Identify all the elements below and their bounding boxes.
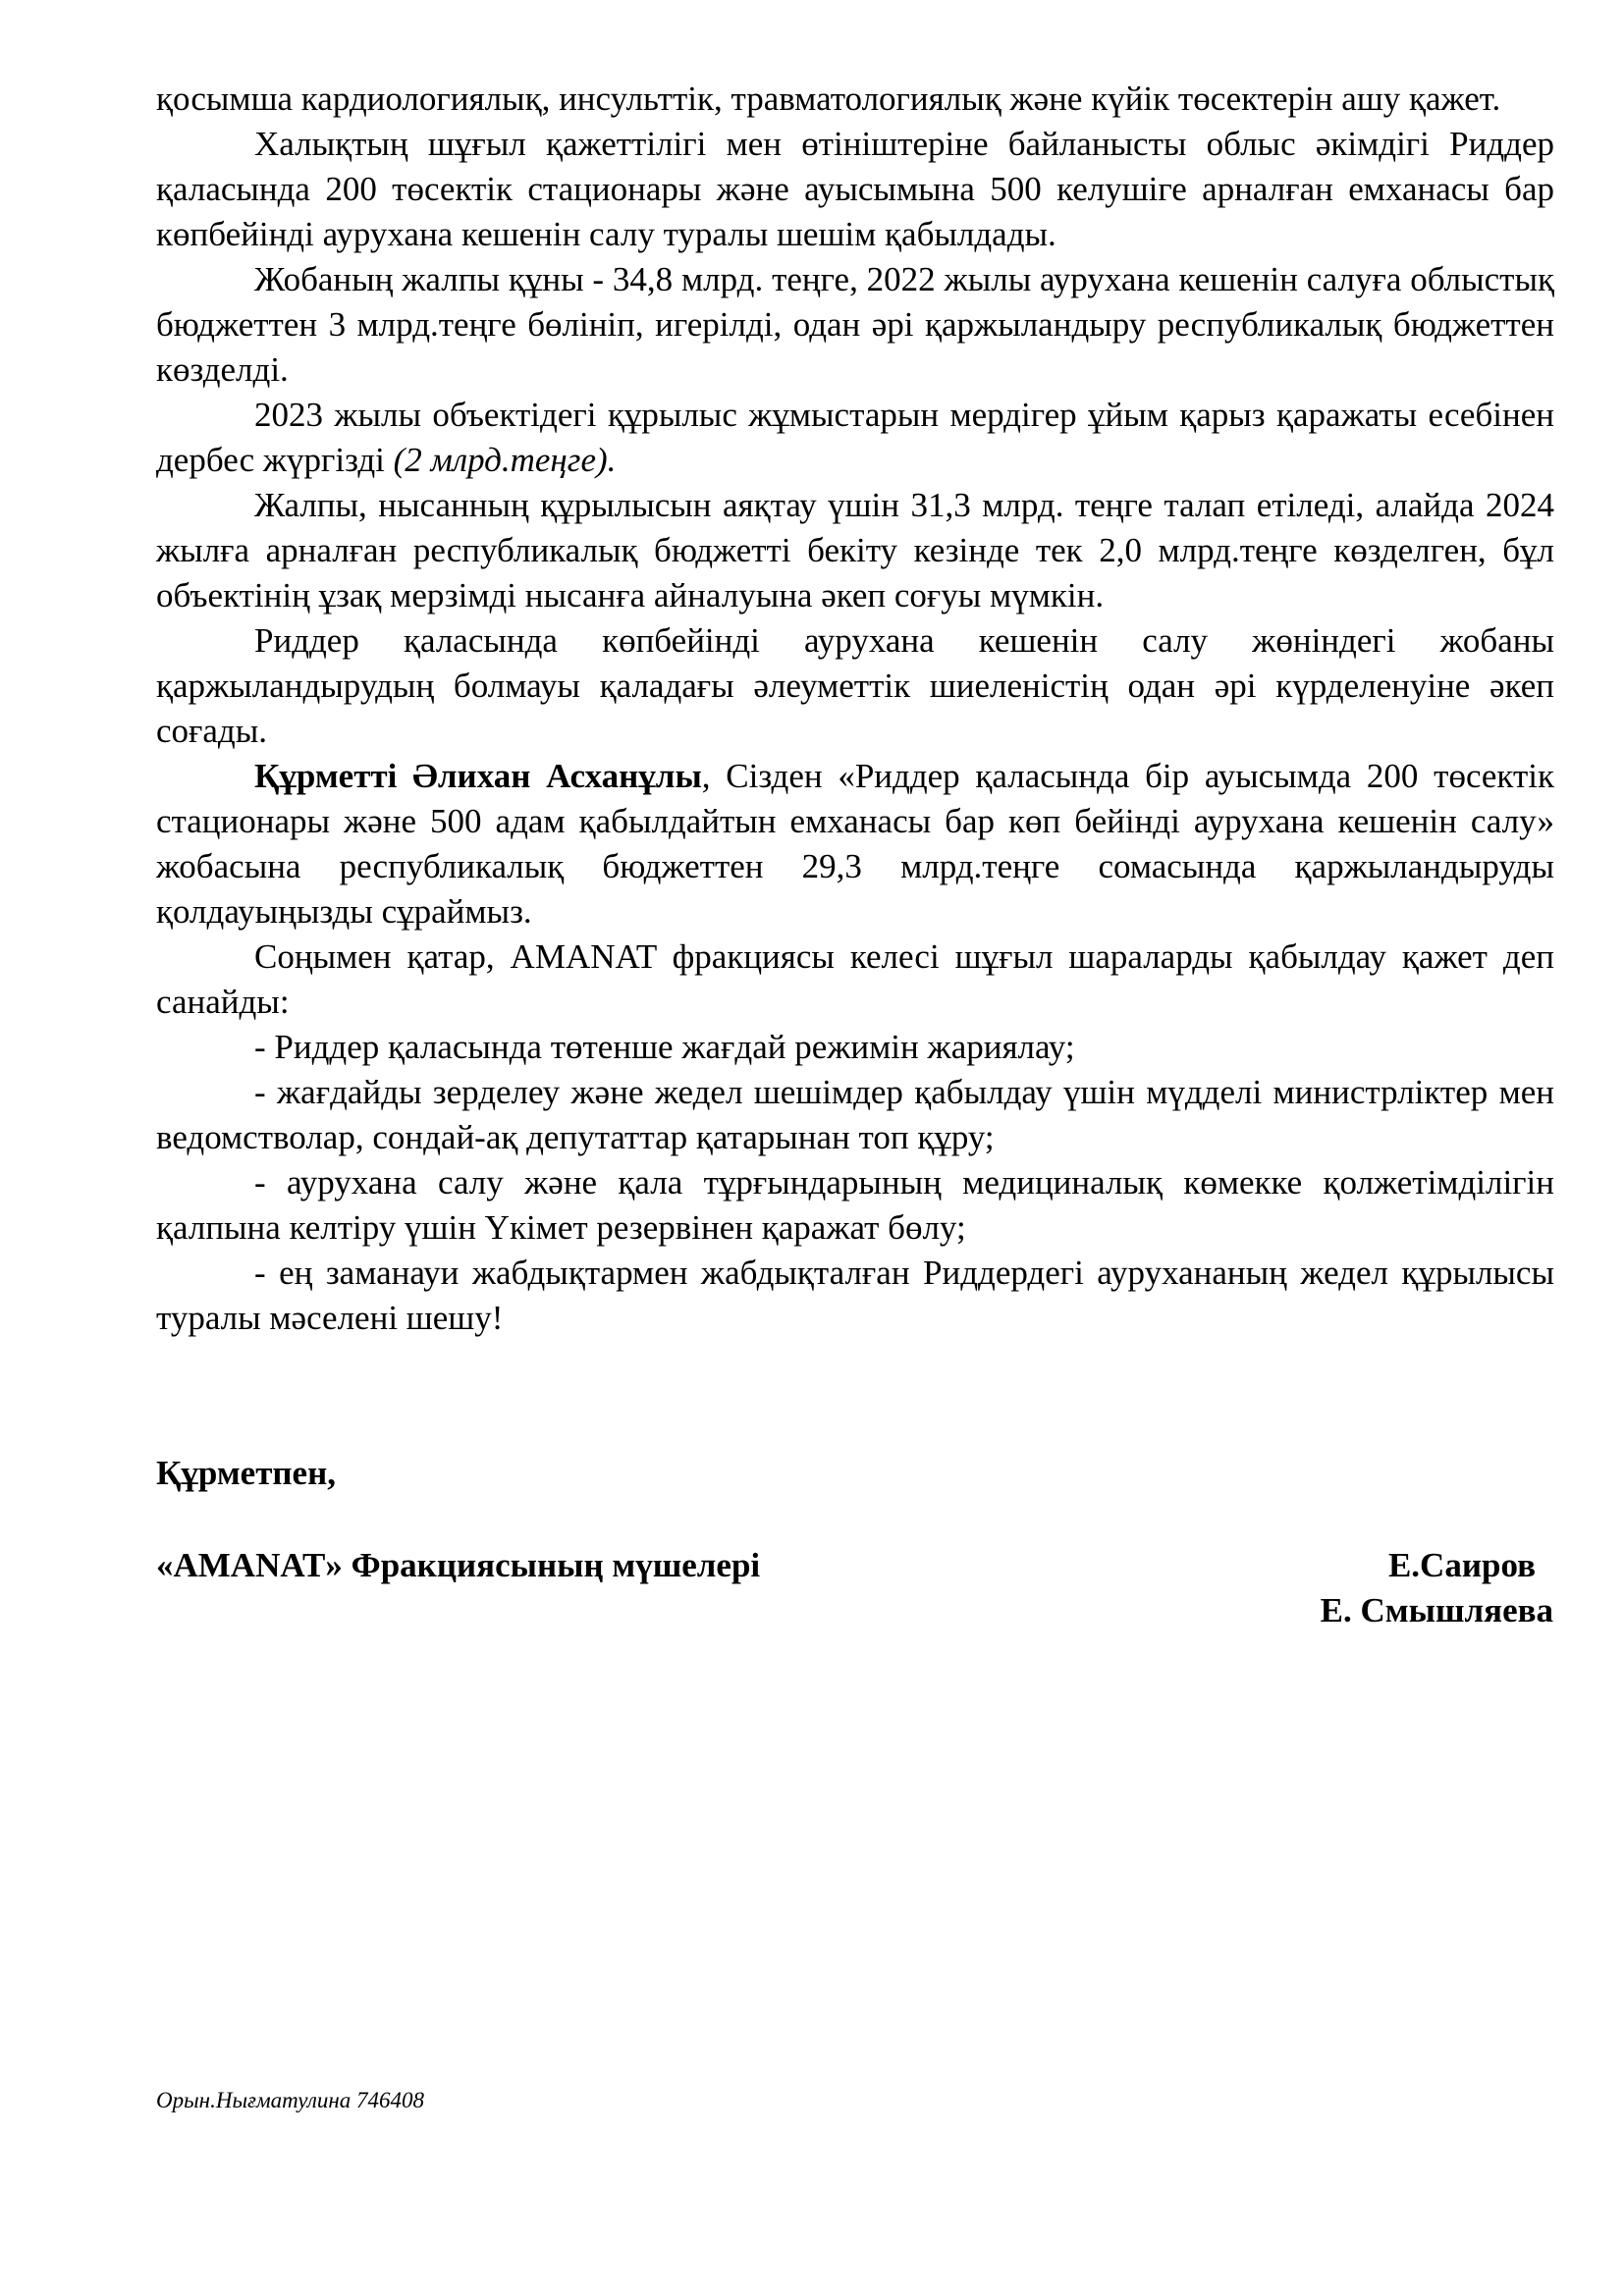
paragraph-p6 bbox=[156, 754, 1554, 934]
paragraph-p3 bbox=[156, 393, 1554, 483]
executor-note: Орын.Нығматулина 746408 bbox=[156, 2088, 425, 2112]
paragraph-p1 bbox=[156, 122, 1554, 257]
addressee-name: Құрметті Әлихан Асханұлы bbox=[254, 757, 702, 795]
list-item-p8 bbox=[156, 1025, 1554, 1070]
paragraph-text: 2023 жылы объектідегі құрылыс жұмыстарын мердігер ұйым қарыз қаражаты есебінен дербес жүргізді bbox=[156, 396, 1554, 479]
paragraph-text: , Сізден «Риддер қаласында бір ауысымда 200 төсектік стационары және 500 адам қабылдайтын емханасы бар көп бейінді аурухана кешенін салу» жобасына республикалық бюджеттен 29,3 млрд.теңге сомасында қаржыландыруды қолдауыңызды сұраймыз. bbox=[156, 757, 1555, 931]
signer-name: Е. Смышляева bbox=[1320, 1591, 1553, 1629]
paragraph-text: қосымша кардиологиялық, инсульттік, травматологиялық және күйік төсектерін ашу қажет. bbox=[156, 80, 1501, 118]
paragraph-p4 bbox=[156, 483, 1554, 618]
fraction-members-label: «AMANAT» Фракциясының мүшелері bbox=[156, 1546, 761, 1584]
paragraph-text: Жалпы, нысанның құрылысын аяқтау үшін 31,3 млрд. теңге талап етіледі, алайда 2024 жылға арналған республикалық бюджетті бекіту кезінде тек 2,0 млрд.теңге көзделген, бұл объектінің ұзақ мерзімді нысанға айналуына әкеп соғуы мүмкін. bbox=[156, 486, 1554, 614]
list-item-p9 bbox=[156, 1070, 1554, 1160]
paragraph-p0 bbox=[156, 77, 1554, 122]
list-item-text: - аурухана салу және қала тұрғындарының медициналық көмекке қолжетімділігін қалпына келтіру үшін Үкімет резервінен қаражат бөлу; bbox=[156, 1163, 1554, 1247]
letter-body bbox=[156, 77, 1554, 1341]
paragraph-italic-text: (2 млрд.теңге). bbox=[393, 441, 617, 479]
closing-salutation: Құрметпен, bbox=[156, 1454, 336, 1492]
paragraph-text: Халықтың шұғыл қажеттілігі мен өтініштеріне байланысты облыс әкімдігі Риддер қаласында 200 төсектік стационары және ауысымына 500 келушіге арналған емханасы бар көпбейінді аурухана кешенін салу туралы шешім қабылдады. bbox=[156, 125, 1554, 253]
list-item-p11 bbox=[156, 1251, 1554, 1341]
signer-name: Е.Саиров bbox=[1387, 1546, 1536, 1584]
paragraph-p5 bbox=[156, 618, 1554, 754]
list-item-text: - ең заманауи жабдықтармен жабдықталған Риддердегі аурухананың жедел құрылысы туралы мәселені шешу! bbox=[156, 1254, 1554, 1337]
paragraph-text: Соңымен қатар, AMANAT фракциясы келесі шұғыл шараларды қабылдау қажет деп санайды: bbox=[156, 937, 1554, 1021]
signers-block bbox=[1320, 1543, 1553, 1633]
list-item-p10 bbox=[156, 1160, 1554, 1251]
paragraph-p2 bbox=[156, 257, 1554, 393]
paragraph-p7 bbox=[156, 934, 1554, 1025]
list-item-text: - жағдайды зерделеу және жедел шешімдер қабылдау үшін мүдделі министрліктер мен ведомстволар, сондай-ақ депутаттар қатарынан топ құру; bbox=[156, 1073, 1554, 1156]
paragraph-text: Жобаның жалпы құны - 34,8 млрд. теңге, 2022 жылы аурухана кешенін салуға облыстық бюджеттен 3 млрд.теңге бөлініп, игерілді, одан әрі қаржыландыру республикалық бюджеттен көзделді. bbox=[156, 260, 1554, 389]
list-item-text: - Риддер қаласында төтенше жағдай режимін жариялау; bbox=[254, 1028, 1075, 1066]
paragraph-text: Риддер қаласында көпбейінді аурухана кешенін салу жөніндегі жобаны қаржыландырудың болмауы қаладағы әлеуметтік шиеленістің одан әрі күрделенуіне әкеп соғады. bbox=[156, 621, 1554, 750]
